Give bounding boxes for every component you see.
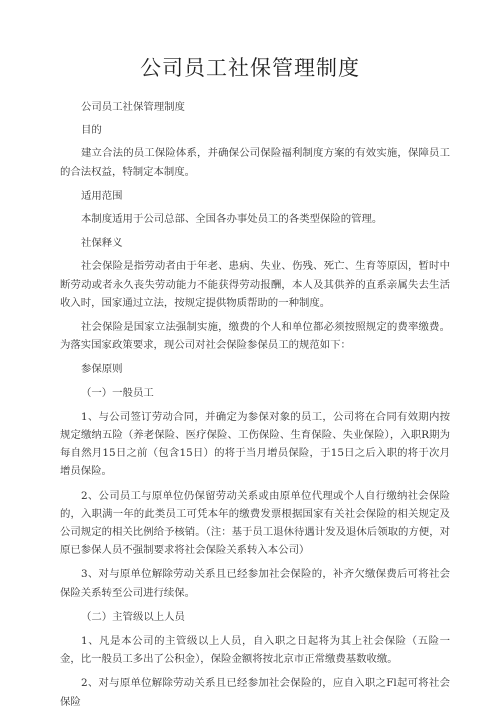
section-heading: 目的	[81, 124, 102, 137]
body-paragraph: 社会保险是指劳动者由于年老、患病、失业、伤残、死亡、生育等原因，暂时中断劳动或者永久丧失劳动能力不能获得劳动报酬，本人及其供养的直系亲属失去生活收入时，国家通过立法，按规定提供物质帮助的一种制度。	[60, 260, 450, 309]
body-paragraph: 2、公司员工与原单位仍保留劳动关系或由原单位代理或个人自行缴纳社会保险的，入职满一年的此类员工可凭本年的缴费发票根据国家有关社会保险的相关规定及公司规定的相关比例给予核销。（注：基于员工退休待遇计发及退休后领取的方便，对原已参保人员不强制要求将社会保险关系转入本公司）	[60, 489, 450, 557]
body-paragraph: 建立合法的员工保险体系，并确保公司保险福利制度方案的有效实施，保障员工的合法权益，特制定本制度。	[60, 147, 450, 178]
section-heading: 社保释义	[81, 237, 123, 250]
document-body	[60, 98, 450, 717]
body-paragraph: 1、与公司签订劳动合同，并确定为参保对象的员工，公司将在合同有效期内按规定缴纳五险（养老保险、医疗保险、工伤保险、生育保险、失业保险），入职R期为每自然月15日之前（包含15日）的将于当月增员保险，于15日之后入职的将于次月增员保险。	[60, 410, 450, 478]
body-paragraph: 3、对与原单位解除劳动关系且已经参加社会保险的，补齐欠缴保费后可将社会保险关系转至公司进行续保。	[60, 568, 450, 599]
subsection-heading: （一）一般员工	[81, 386, 154, 399]
section-heading: 公司员工社保管理制度	[81, 101, 185, 113]
section-heading: 适用范围	[81, 189, 123, 202]
body-paragraph: 社会保险是国家立法强制实施，缴费的个人和单位都必须按照规定的费率缴费。为落实国家政策要求，现公司对社会保险参保员工的规范如下：	[60, 321, 450, 352]
body-paragraph: 本制度适用于公司总部、全国各办事处员工的各类型保险的管理。	[81, 213, 383, 226]
document-title: 公司员工社保管理制度	[140, 56, 360, 80]
section-heading: 参保原则	[81, 363, 123, 376]
body-paragraph: 1、凡是本公司的主管级以上人员，自入职之日起将为其上社会保险（五险一金，比一般员工多出了公积金），保险金额将按北京市正常缴费基数收缴。	[60, 635, 450, 666]
body-paragraph: 2、对与原单位解除劳动关系且已经参加社会保险的，应自入职之Fl起可将社会保险	[60, 677, 450, 708]
subsection-heading: （二）主管级以上人员	[81, 610, 185, 623]
